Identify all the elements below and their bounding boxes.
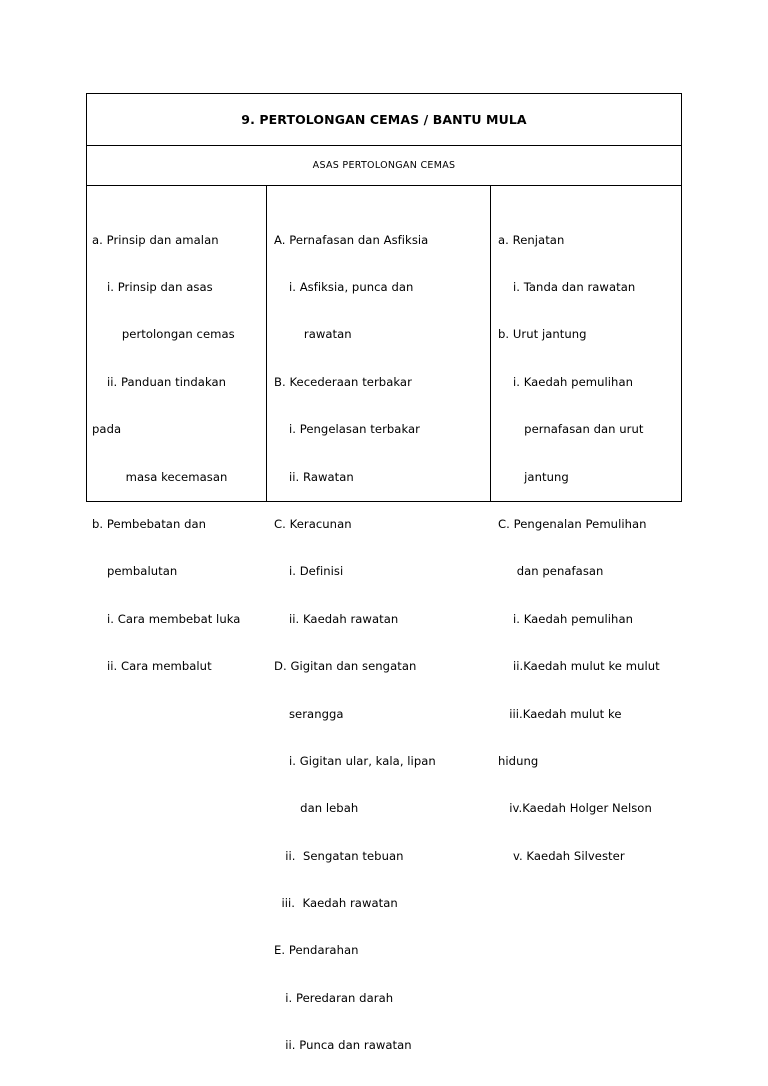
column-2 — [267, 186, 491, 1053]
column-3-line: i. Kaedah pemulihan — [498, 611, 634, 626]
column-2-line: rawatan — [274, 327, 352, 342]
column-2-line: ii. Sengatan tebuan — [274, 848, 404, 863]
column-3-line: v. Kaedah Silvester — [498, 848, 625, 863]
column-3-line: i. Kaedah pemulihan — [498, 374, 634, 389]
column-2-line: C. Keracunan — [274, 516, 352, 531]
column-1-line: masa kecemasan — [92, 469, 228, 484]
column-1-line: pada — [92, 422, 122, 437]
column-2-line: i. Pengelasan terbakar — [274, 422, 420, 437]
column-2-line: dan lebah — [274, 801, 359, 816]
column-1 — [87, 186, 267, 674]
column-2-line: i. Definisi — [274, 564, 344, 579]
column-3 — [491, 186, 681, 863]
column-2-line: i. Peredaran darah — [274, 990, 394, 1005]
column-2-line: E. Pendarahan — [274, 943, 359, 958]
column-3-line: iii.Kaedah mulut ke — [498, 706, 622, 721]
column-2-line: D. Gigitan dan sengatan — [274, 659, 417, 674]
column-3-line: C. Pengenalan Pemulihan — [498, 516, 647, 531]
column-2-line: ii. Punca dan rawatan — [274, 1038, 412, 1053]
column-3-line: hidung — [498, 753, 539, 768]
column-3-line: b. Urut jantung — [498, 327, 587, 342]
column-2-line: ii. Rawatan — [274, 469, 354, 484]
column-1-line: i. Cara membebat luka — [92, 611, 241, 626]
column-3-line: jantung — [498, 469, 569, 484]
column-2-line: serangga — [274, 706, 344, 721]
column-3-line: a. Renjatan — [498, 232, 565, 247]
column-2-line: A. Pernafasan dan Asfiksia — [274, 232, 429, 247]
column-2-line: ii. Kaedah rawatan — [274, 611, 399, 626]
column-1-line: a. Prinsip dan amalan — [92, 232, 219, 247]
column-2-line: B. Kecederaan terbakar — [274, 374, 412, 389]
table-title: 9. PERTOLONGAN CEMAS / BANTU MULA — [241, 112, 527, 127]
column-1-line: b. Pembebatan dan — [92, 516, 207, 531]
column-1-line: i. Prinsip dan asas — [92, 279, 213, 294]
syllabus-table — [86, 93, 682, 1053]
column-2-line: i. Gigitan ular, kala, lipan — [274, 753, 436, 768]
table-subtitle-row — [87, 146, 681, 186]
column-1-line: ii. Cara membalut — [92, 659, 212, 674]
column-3-line: dan penafasan — [498, 564, 604, 579]
table-subtitle: ASAS PERTOLONGAN CEMAS — [312, 160, 456, 171]
column-3-line: ii.Kaedah mulut ke mulut — [498, 659, 660, 674]
column-3-line: pernafasan dan urut — [498, 422, 644, 437]
column-3-line: iv.Kaedah Holger Nelson — [498, 801, 652, 816]
column-1-line: ii. Panduan tindakan — [92, 374, 227, 389]
table-title-row — [87, 94, 681, 146]
column-1-line: pertolongan cemas — [92, 327, 235, 342]
column-2-line: i. Asfiksia, punca dan — [274, 279, 414, 294]
column-3-line: i. Tanda dan rawatan — [498, 279, 636, 294]
column-2-line: iii. Kaedah rawatan — [274, 896, 398, 911]
column-1-line: pembalutan — [92, 564, 178, 579]
